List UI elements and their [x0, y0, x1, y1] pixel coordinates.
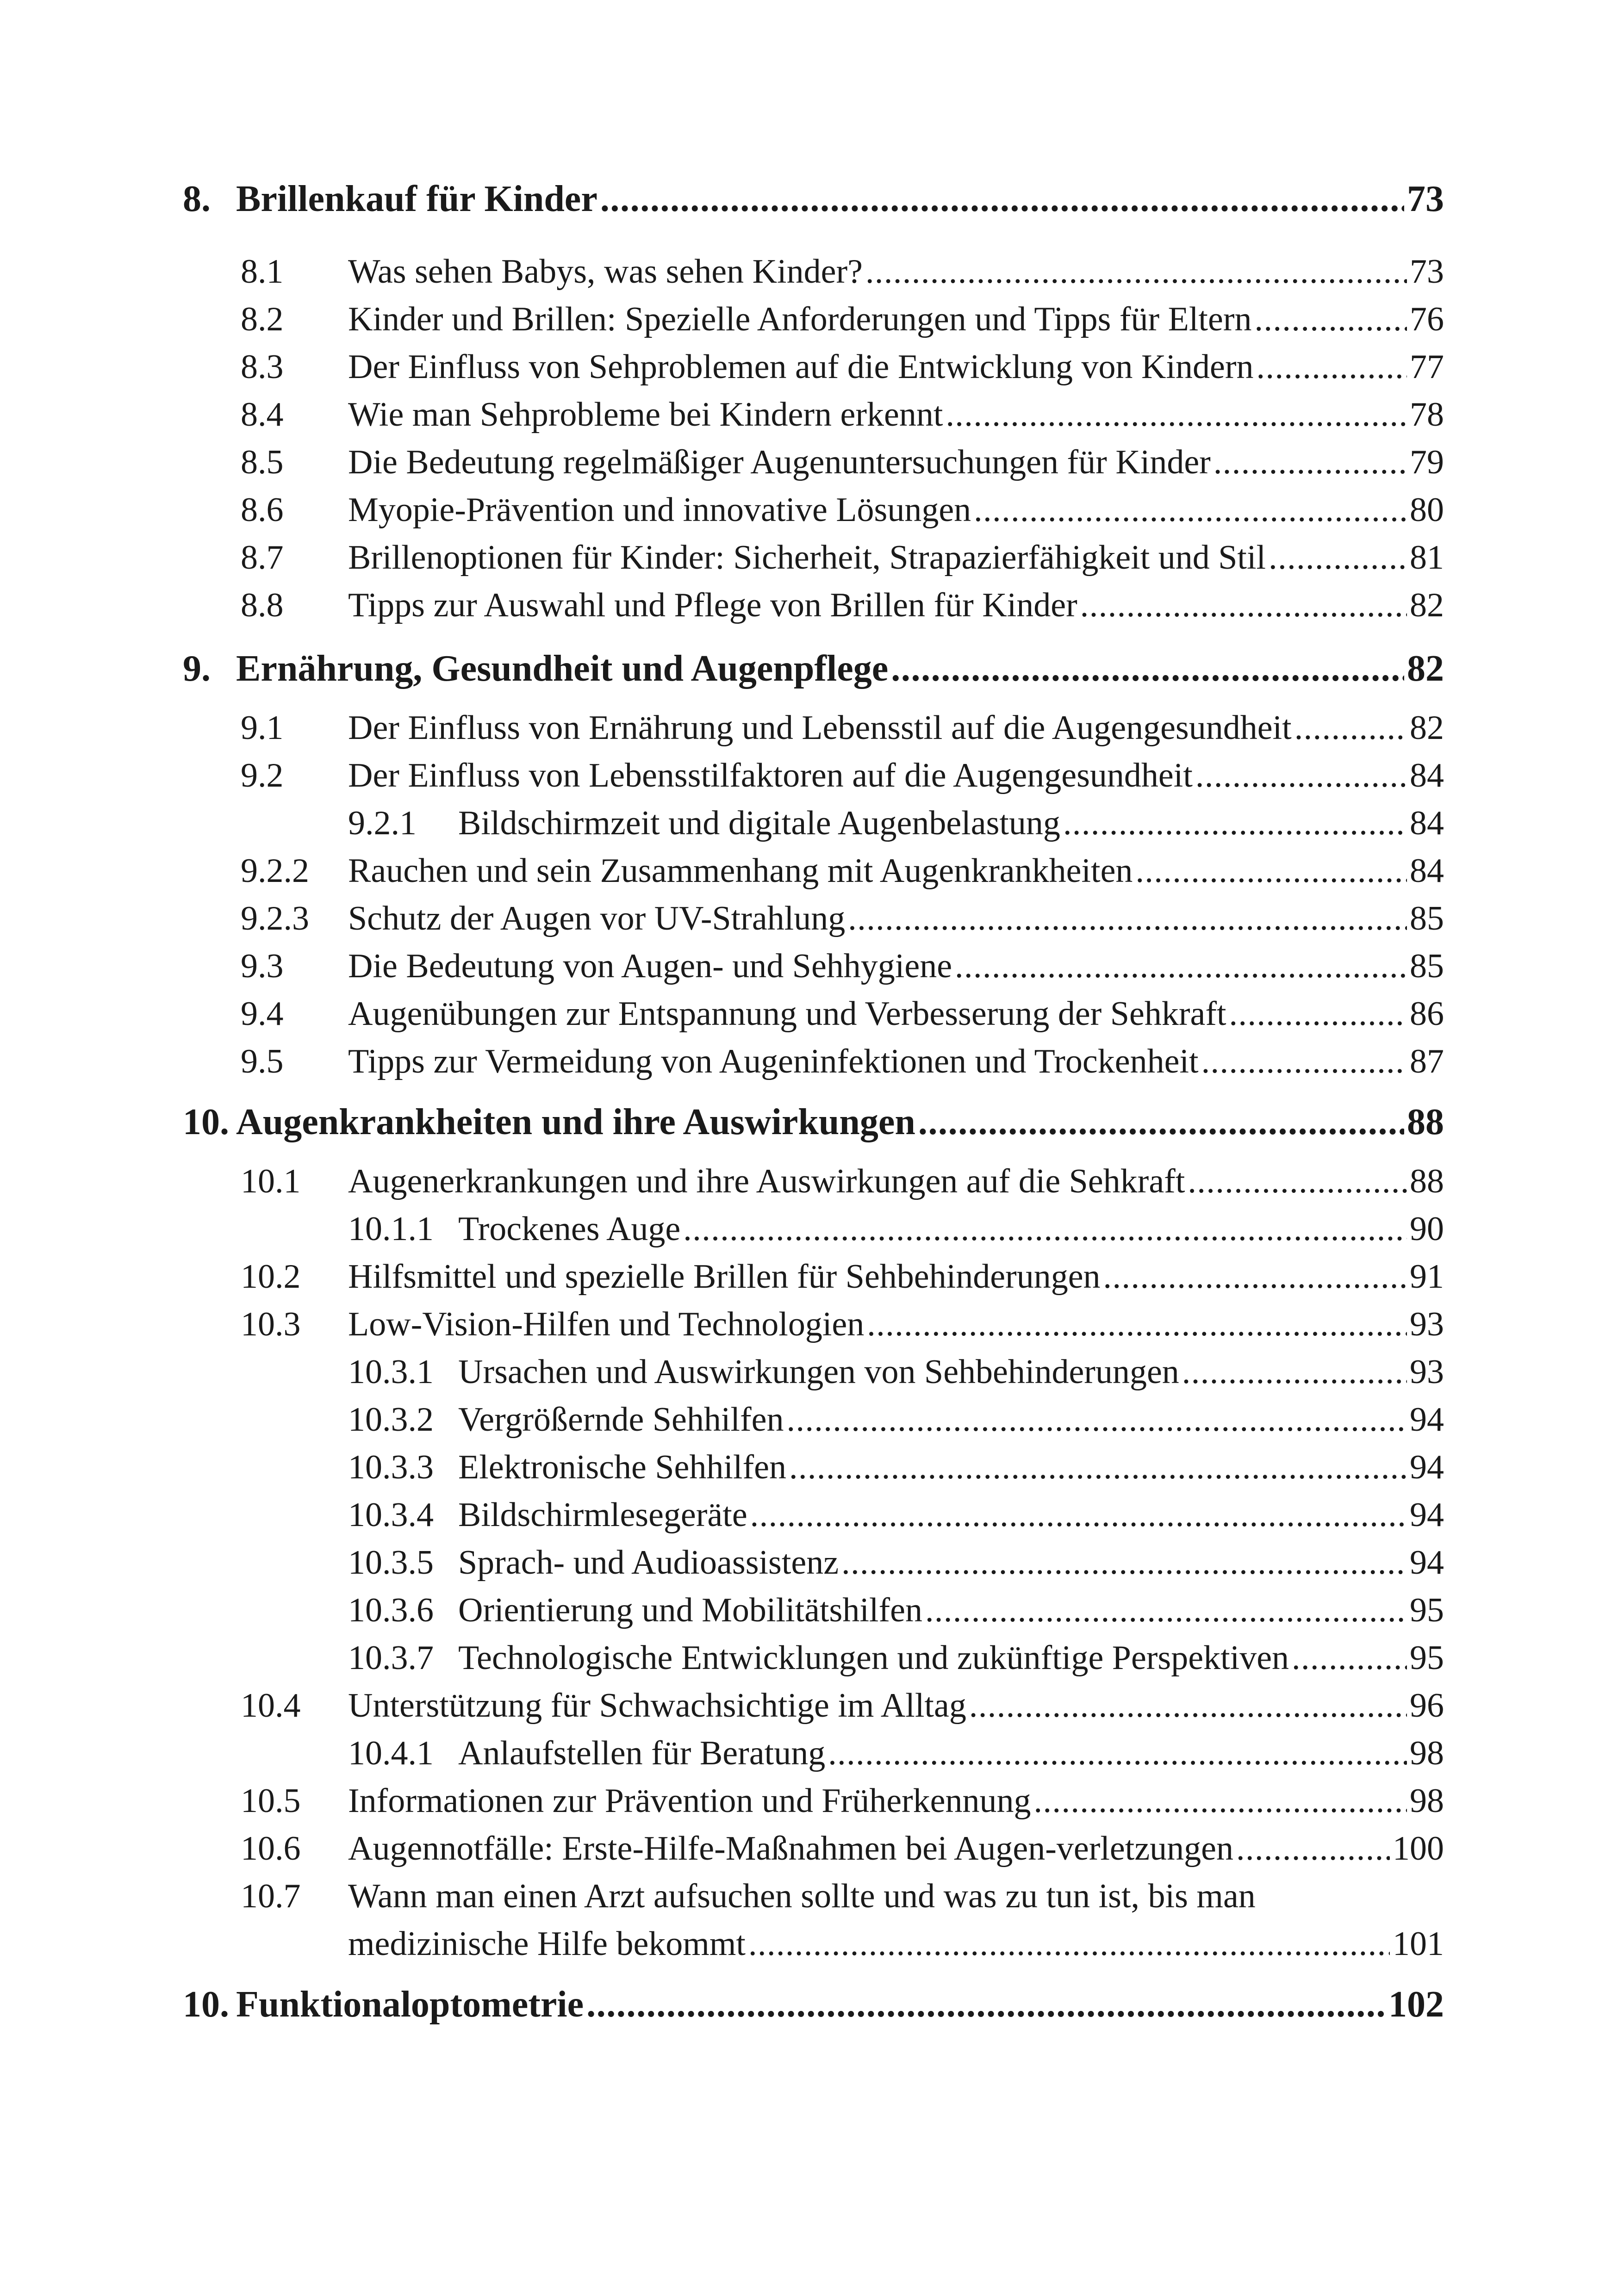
entry-number: 10.3.3	[348, 1448, 434, 1486]
toc-chapter-heading[interactable]	[183, 1099, 1444, 1145]
page-number: 82	[1410, 709, 1444, 747]
dot-leader	[841, 1539, 1407, 1586]
entry-number: 8.1	[241, 253, 284, 291]
entry-title: Unterstützung für Schwachsichtige im Alltag	[348, 1687, 966, 1725]
dot-leader	[1182, 1349, 1407, 1395]
page-number: 94	[1410, 1401, 1444, 1439]
toc-subentry[interactable]	[183, 1492, 1444, 1538]
entry-title: Sprach- und Audioassistenz	[458, 1544, 839, 1582]
toc-entry[interactable]	[183, 296, 1444, 342]
chapter-title: Augenkrankheiten und ihre Auswirkungen	[236, 1102, 915, 1142]
page-number: 86	[1410, 995, 1444, 1033]
dot-leader	[1188, 1158, 1407, 1204]
page-number: 100	[1393, 1830, 1444, 1868]
toc-subentry[interactable]	[183, 1539, 1444, 1586]
page-number: 94	[1410, 1496, 1444, 1534]
toc-entry[interactable]	[183, 1682, 1444, 1729]
entry-title: Elektronische Sehhilfen	[458, 1448, 786, 1486]
page-number: 76	[1410, 300, 1444, 338]
entry-title: Vergrößernde Sehhilfen	[458, 1401, 784, 1439]
toc-entry[interactable]	[183, 534, 1444, 581]
dot-leader	[1135, 848, 1407, 894]
entry-number: 9.4	[241, 995, 284, 1033]
entry-title: Augennotfälle: Erste-Hilfe-Maßnahmen bei Augen-verletzungen	[348, 1830, 1234, 1868]
entry-title: Die Bedeutung regelmäßiger Augenuntersuchungen für Kinder	[348, 443, 1211, 481]
entry-title: Hilfsmittel und spezielle Brillen für Sehbehinderungen	[348, 1258, 1101, 1296]
entry-number: 10.1.1	[348, 1210, 434, 1248]
entry-number: 8.6	[241, 491, 284, 529]
dot-leader	[974, 487, 1407, 533]
dot-leader	[1103, 1253, 1407, 1300]
page-number: 73	[1410, 253, 1444, 291]
page-number: 77	[1410, 348, 1444, 386]
entry-number: 9.2.3	[241, 900, 309, 937]
dot-leader	[1292, 1635, 1407, 1681]
entry-number: 8.5	[241, 443, 284, 481]
page-number: 102	[1388, 1984, 1444, 2025]
entry-number: 10.3.7	[348, 1639, 434, 1677]
toc-entry[interactable]	[183, 848, 1444, 894]
entry-number: 10.4	[241, 1687, 301, 1725]
page-number: 95	[1410, 1639, 1444, 1677]
entry-number: 10.7	[241, 1877, 301, 1915]
page-number: 93	[1410, 1305, 1444, 1343]
toc-entry[interactable]	[183, 705, 1444, 751]
dot-leader	[865, 248, 1407, 295]
dot-leader	[789, 1444, 1407, 1490]
entry-number: 10.3	[241, 1305, 301, 1343]
chapter-title: Ernährung, Gesundheit und Augenpflege	[236, 648, 889, 689]
toc-entry[interactable]	[183, 991, 1444, 1037]
toc-entry[interactable]	[183, 895, 1444, 942]
page-number: 82	[1407, 648, 1444, 689]
toc-subentry[interactable]	[183, 1396, 1444, 1443]
entry-title: Myopie-Prävention und innovative Lösungen	[348, 491, 971, 529]
toc-entry[interactable]	[183, 487, 1444, 533]
entry-title: Informationen zur Prävention und Früherkennung	[348, 1782, 1031, 1820]
entry-number: 10.3.6	[348, 1591, 434, 1629]
dot-leader	[786, 1396, 1407, 1443]
page-number: 88	[1410, 1162, 1444, 1200]
page-number: 101	[1393, 1925, 1444, 1963]
dot-leader	[1195, 752, 1407, 799]
toc-entry[interactable]	[183, 1301, 1444, 1347]
chapter-number: 10.	[183, 1984, 229, 2025]
entry-number: 8.2	[241, 300, 284, 338]
dot-leader	[891, 645, 1404, 692]
page-number: 85	[1410, 900, 1444, 937]
entry-title: Ursachen und Auswirkungen von Sehbehinderungen	[458, 1353, 1179, 1391]
entry-number: 9.2.1	[348, 804, 417, 842]
entry-title: Was sehen Babys, was sehen Kinder?	[348, 253, 863, 291]
page-number: 84	[1410, 852, 1444, 890]
toc-entry[interactable]	[183, 1778, 1444, 1824]
entry-number: 9.3	[241, 947, 284, 985]
toc-entry[interactable]	[183, 344, 1444, 390]
entry-number: 10.6	[241, 1830, 301, 1868]
dot-leader	[867, 1301, 1407, 1347]
chapter-number: 9.	[183, 648, 211, 689]
entry-title: Tipps zur Vermeidung von Augeninfektionen und Trockenheit	[348, 1043, 1199, 1080]
toc-entry[interactable]	[183, 1825, 1444, 1872]
toc-subentry[interactable]	[183, 800, 1444, 846]
chapter-title: Funktionaloptometrie	[236, 1984, 584, 2025]
page-number: 98	[1410, 1734, 1444, 1772]
toc-chapter-heading[interactable]	[183, 645, 1444, 692]
page-number: 91	[1410, 1258, 1444, 1296]
entry-title: Bildschirmlesegeräte	[458, 1496, 747, 1534]
page-number: 85	[1410, 947, 1444, 985]
entry-title: Schutz der Augen vor UV-Strahlung	[348, 900, 846, 937]
page-number: 73	[1407, 179, 1444, 219]
page-number: 94	[1410, 1448, 1444, 1486]
entry-title: Der Einfluss von Sehproblemen auf die Entwicklung von Kindern	[348, 348, 1254, 386]
entry-number: 9.5	[241, 1043, 284, 1080]
entry-number: 10.1	[241, 1162, 301, 1200]
toc-subentry[interactable]	[183, 1349, 1444, 1395]
entry-title: Wie man Sehprobleme bei Kindern erkennt	[348, 396, 943, 434]
chapter-number: 10.	[183, 1102, 229, 1142]
entry-title: Trockenes Auge	[458, 1210, 681, 1248]
entry-title: Die Bedeutung von Augen- und Sehhygiene	[348, 947, 952, 985]
page-number: 82	[1410, 586, 1444, 624]
entry-number: 10.4.1	[348, 1734, 434, 1772]
entry-title: Kinder und Brillen: Spezielle Anforderungen und Tipps für Eltern	[348, 300, 1252, 338]
page-number: 87	[1410, 1043, 1444, 1080]
toc-entry-continuation[interactable]	[183, 1921, 1444, 1967]
entry-title: Der Einfluss von Ernährung und Lebensstil auf die Augengesundheit	[348, 709, 1292, 747]
dot-leader	[1229, 991, 1407, 1037]
entry-number: 10.3.5	[348, 1544, 434, 1582]
entry-title: Anlaufstellen für Beratung	[458, 1734, 826, 1772]
dot-leader	[925, 1587, 1407, 1633]
dot-leader	[918, 1099, 1404, 1145]
toc-subentry[interactable]	[183, 1587, 1444, 1633]
page-number: 98	[1410, 1782, 1444, 1820]
dot-leader	[1080, 582, 1407, 628]
entry-title: Brillenoptionen für Kinder: Sicherheit, Strapazierfähigkeit und Stil	[348, 539, 1266, 577]
toc-subentry[interactable]	[183, 1444, 1444, 1490]
entry-title: Rauchen und sein Zusammenhang mit Augenkrankheiten	[348, 852, 1133, 890]
page-number: 84	[1410, 804, 1444, 842]
dot-leader	[848, 895, 1407, 942]
page-number: 93	[1410, 1353, 1444, 1391]
entry-title: Orientierung und Mobilitätshilfen	[458, 1591, 922, 1629]
dot-leader	[750, 1492, 1407, 1538]
toc-entry[interactable]	[183, 582, 1444, 628]
entry-number: 8.7	[241, 539, 284, 577]
entry-number: 10.5	[241, 1782, 301, 1820]
page-number: 84	[1410, 757, 1444, 794]
entry-number: 9.2.2	[241, 852, 309, 890]
dot-leader	[1269, 534, 1407, 581]
entry-title: Low-Vision-Hilfen und Technologien	[348, 1305, 865, 1343]
dot-leader	[748, 1921, 1390, 1967]
page-number: 96	[1410, 1687, 1444, 1725]
entry-title: Der Einfluss von Lebensstilfaktoren auf die Augengesundheit	[348, 757, 1193, 794]
dot-leader	[1254, 296, 1407, 342]
page-number: 88	[1407, 1102, 1444, 1142]
dot-leader	[683, 1206, 1407, 1252]
toc-subentry[interactable]	[183, 1635, 1444, 1681]
dot-leader	[1236, 1825, 1390, 1872]
dot-leader	[955, 943, 1407, 989]
page-number: 79	[1410, 443, 1444, 481]
dot-leader	[1034, 1778, 1407, 1824]
entry-title-continuation: medizinische Hilfe bekommt	[348, 1925, 746, 1963]
dot-leader	[586, 1981, 1386, 2028]
dot-leader	[1214, 439, 1407, 485]
toc-subentry[interactable]	[183, 1206, 1444, 1252]
page-number: 80	[1410, 491, 1444, 529]
entry-number: 8.8	[241, 586, 284, 624]
entry-title: Augenübungen zur Entspannung und Verbesserung der Sehkraft	[348, 995, 1226, 1033]
page-number: 81	[1410, 539, 1444, 577]
entry-title: Augenerkrankungen und ihre Auswirkungen auf die Sehkraft	[348, 1162, 1185, 1200]
entry-title: Tipps zur Auswahl und Pflege von Brillen für Kinder	[348, 586, 1077, 624]
page-number: 90	[1410, 1210, 1444, 1248]
toc-entry[interactable]	[183, 1873, 1444, 1919]
dot-leader	[1256, 344, 1407, 390]
toc-entry[interactable]	[183, 943, 1444, 989]
toc-entry[interactable]	[183, 1038, 1444, 1085]
dot-leader	[600, 176, 1404, 222]
entry-title: Wann man einen Arzt aufsuchen sollte und was zu tun ist, bis man	[348, 1877, 1256, 1915]
toc-chapter-heading[interactable]	[183, 1981, 1444, 2028]
entry-number: 8.3	[241, 348, 284, 386]
dot-leader	[946, 391, 1407, 438]
toc-entry[interactable]	[183, 439, 1444, 485]
chapter-number: 8.	[183, 179, 211, 219]
toc-entry[interactable]	[183, 1158, 1444, 1204]
dot-leader	[1201, 1038, 1407, 1085]
entry-number: 9.1	[241, 709, 284, 747]
dot-leader	[969, 1682, 1407, 1729]
chapter-title: Brillenkauf für Kinder	[236, 179, 597, 219]
entry-number: 8.4	[241, 396, 284, 434]
toc-entry[interactable]	[183, 1253, 1444, 1300]
page-number: 78	[1410, 396, 1444, 434]
entry-number: 10.3.2	[348, 1401, 434, 1439]
entry-number: 10.3.4	[348, 1496, 434, 1534]
dot-leader	[1063, 800, 1407, 846]
toc-chapter-heading[interactable]	[183, 176, 1444, 222]
page-number: 94	[1410, 1544, 1444, 1582]
entry-number: 10.2	[241, 1258, 301, 1296]
entry-title: Bildschirmzeit und digitale Augenbelastung	[458, 804, 1060, 842]
dot-leader	[1294, 705, 1407, 751]
page-number: 95	[1410, 1591, 1444, 1629]
entry-number: 9.2	[241, 757, 284, 794]
dot-leader	[828, 1730, 1407, 1776]
toc-entry[interactable]	[183, 248, 1444, 295]
toc-entry[interactable]	[183, 752, 1444, 799]
entry-number: 10.3.1	[348, 1353, 434, 1391]
toc-subentry[interactable]	[183, 1730, 1444, 1776]
entry-title: Technologische Entwicklungen und zukünftige Perspektiven	[458, 1639, 1289, 1677]
toc-entry[interactable]	[183, 391, 1444, 438]
